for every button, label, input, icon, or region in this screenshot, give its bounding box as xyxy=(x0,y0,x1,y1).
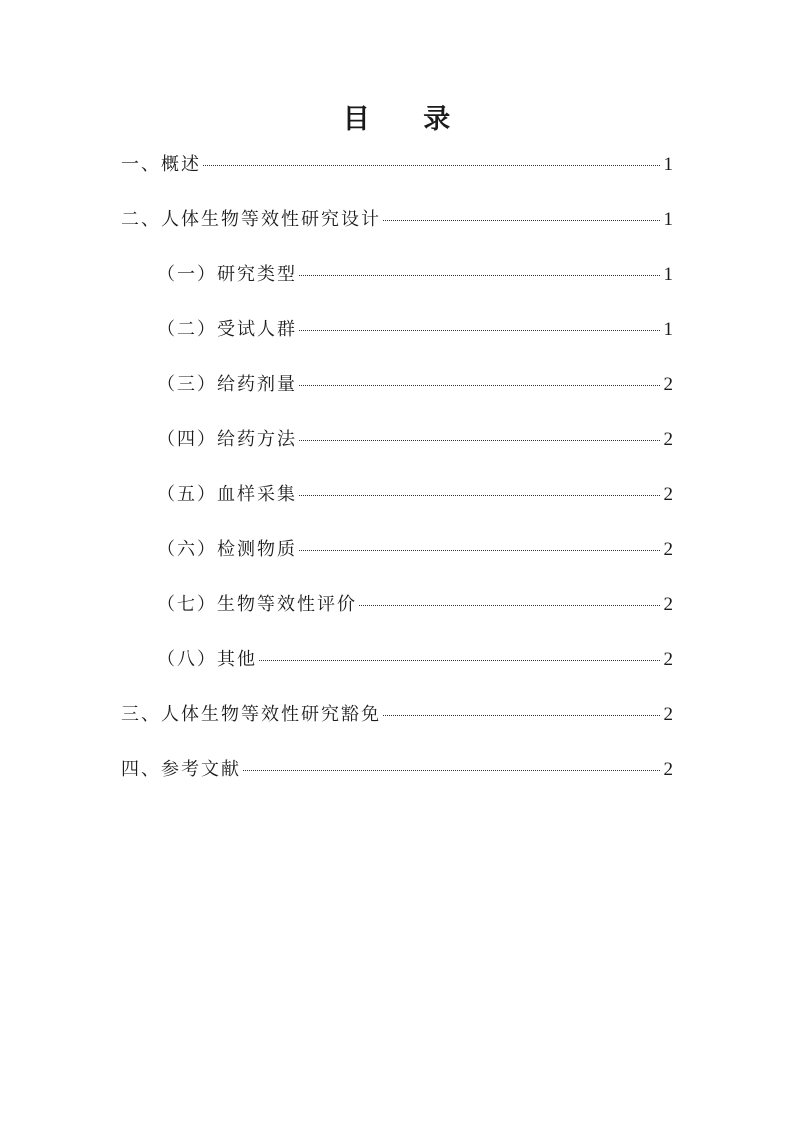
toc-page-number: 1 xyxy=(663,154,673,175)
toc-page-number: 2 xyxy=(663,374,673,395)
toc-subentry[interactable] xyxy=(121,365,673,420)
dot-leader xyxy=(299,385,660,386)
toc-title: 目 录 xyxy=(342,104,473,135)
dot-leader xyxy=(299,330,660,331)
toc-subentry[interactable] xyxy=(121,585,673,640)
toc-entry-label: 三、人体生物等效性研究豁免 xyxy=(121,704,381,725)
dot-leader xyxy=(383,220,660,221)
dot-leader xyxy=(299,275,660,276)
toc-page-number: 2 xyxy=(663,429,673,450)
toc-entry[interactable] xyxy=(121,145,673,200)
toc-subentry[interactable] xyxy=(121,475,673,530)
toc-entry-label: 四、参考文献 xyxy=(121,759,241,780)
toc-page-number: 2 xyxy=(663,704,673,725)
toc-page-number: 2 xyxy=(663,539,673,560)
toc-page-number: 2 xyxy=(663,484,673,505)
toc-entry-label: （三）给药剂量 xyxy=(157,374,297,395)
toc-entry-label: 二、人体生物等效性研究设计 xyxy=(121,209,381,230)
dot-leader xyxy=(299,550,660,551)
toc-page-number: 2 xyxy=(663,649,673,670)
toc-entry-label: （六）检测物质 xyxy=(157,539,297,560)
toc-entry[interactable] xyxy=(121,695,673,750)
dot-leader xyxy=(359,605,660,606)
toc-page-number: 2 xyxy=(663,594,673,615)
toc-entry-label: （七）生物等效性评价 xyxy=(157,594,357,615)
toc-entry-label: （四）给药方法 xyxy=(157,429,297,450)
toc-subentry[interactable] xyxy=(121,640,673,695)
toc-entry-label: （二）受试人群 xyxy=(157,319,297,340)
toc-page-number: 1 xyxy=(663,264,673,285)
toc-entry-label: （五）血样采集 xyxy=(157,484,297,505)
toc-page-number: 2 xyxy=(663,759,673,780)
toc-subentry[interactable] xyxy=(121,310,673,365)
dot-leader xyxy=(383,715,660,716)
toc-entry[interactable] xyxy=(121,750,673,805)
toc-subentry[interactable] xyxy=(121,420,673,475)
dot-leader xyxy=(243,770,660,771)
toc-entry-label: （一）研究类型 xyxy=(157,264,297,285)
toc-subentry[interactable] xyxy=(121,255,673,310)
dot-leader xyxy=(203,165,660,166)
toc-entry-label: （八）其他 xyxy=(157,649,257,670)
toc-page-number: 1 xyxy=(663,209,673,230)
toc-list xyxy=(121,145,673,805)
toc-entry-label: 一、概述 xyxy=(121,154,201,175)
dot-leader xyxy=(259,660,660,661)
toc-entry[interactable] xyxy=(121,200,673,255)
toc-page-number: 1 xyxy=(663,319,673,340)
dot-leader xyxy=(299,495,660,496)
toc-subentry[interactable] xyxy=(121,530,673,585)
dot-leader xyxy=(299,440,660,441)
